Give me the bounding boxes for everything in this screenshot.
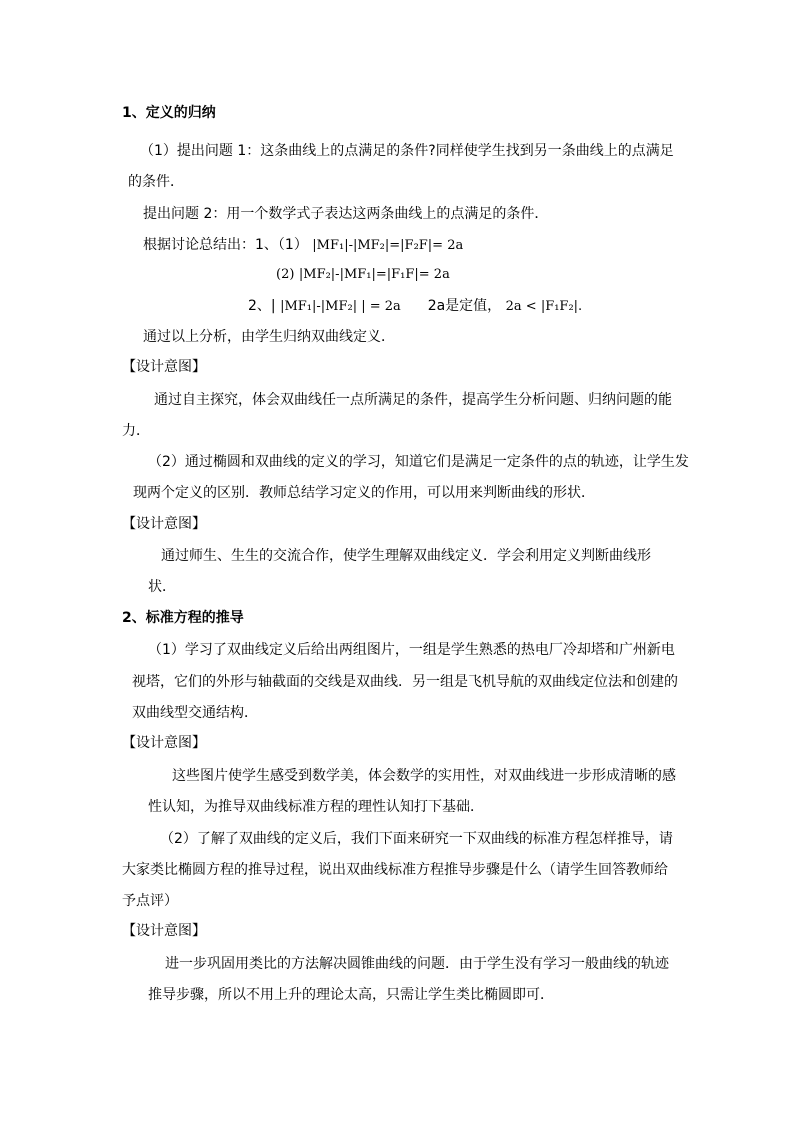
paragraph-10-line-2: 大家类比椭圆方程的推导过程，说出双曲线标准方程推导步骤是什么（请学生回答教师给: [122, 862, 668, 878]
design-intent-label-3: 【设计意图】: [122, 735, 206, 751]
equation-3-prefix: 2、|: [248, 298, 276, 314]
equation-3: |MF₁|-|MF₂| | = 2a: [280, 299, 401, 314]
paragraph-1-line-1: （1）提出问题 1：这条曲线上的点满足的条件?同样使学生找到另一条曲线上的点满足: [140, 143, 674, 159]
summary-line-3: [248, 297, 582, 316]
paragraph-7-line-2: 状．: [148, 579, 176, 595]
paragraph-8-line-3: 双曲线型交通结构．: [132, 705, 258, 721]
design-intent-label-1: 【设计意图】: [122, 359, 206, 375]
paragraph-10-line-1: （2）了解了双曲线的定义后，我们下面来研究一下双曲线的标准方程怎样推导，请: [160, 831, 673, 847]
paragraph-2: 提出问题 2：用一个数学式子表达这两条曲线上的点满足的条件．: [143, 206, 549, 222]
design-intent-label-2: 【设计意图】: [122, 516, 206, 532]
paragraph-11-line-1: 进一步巩固用类比的方法解决圆锥曲线的问题．由于学生没有学习一般曲线的轨迹: [165, 956, 669, 972]
section-heading-2: 2、标准方程的推导: [122, 610, 244, 626]
paragraph-8-line-2: 视塔，它们的外形与轴截面的交线是双曲线．另一组是飞机导航的双曲线定位法和创建的: [132, 674, 678, 690]
equation-3-condition-1: 2a是定值，: [427, 298, 502, 314]
section-heading-1: 1、定义的归纳: [122, 105, 216, 121]
paragraph-6-line-1: （2）通过椭圆和双曲线的定义的学习，知道它们是满足一定条件的点的轨迹，让学生发: [148, 454, 689, 470]
paragraph-1-line-2: 的条件．: [128, 174, 184, 190]
paragraph-6-line-2: 现两个定义的区别．教师总结学习定义的作用，可以用来判断曲线的形状．: [133, 485, 595, 501]
paragraph-10-line-3: 予点评）: [122, 893, 178, 909]
equation-1: |MF₁|-|MF₂|=|F₂F|= 2a: [312, 238, 464, 253]
paragraph-5-line-2: 力．: [122, 423, 150, 439]
summary-line-1: [143, 236, 463, 255]
summary-prefix: 根据讨论总结出：1、（1）: [143, 237, 308, 253]
summary-line-2: [276, 265, 450, 284]
equation-2: |MF₂|-|MF₁|=|F₁F|= 2a: [298, 267, 450, 282]
equation-2-label: (2): [276, 267, 295, 282]
design-intent-label-4: 【设计意图】: [122, 923, 206, 939]
paragraph-9-line-2: 性认知，为推导双曲线标准方程的理性认知打下基础．: [148, 799, 484, 815]
equation-3-condition-2: 2a < |F₁F₂|.: [505, 299, 583, 314]
paragraph-8-line-1: （1）学习了双曲线定义后给出两组图片，一组是学生熟悉的热电厂冷却塔和广州新电: [148, 642, 675, 658]
paragraph-5-line-1: 通过自主探究，体会双曲线任一点所满足的条件，提高学生分析问题、归纳问题的能: [154, 392, 672, 408]
paragraph-9-line-1: 这些图片使学生感受到数学美，体会数学的实用性，对双曲线进一步形成清晰的感: [172, 768, 676, 784]
paragraph-4: 通过以上分析，由学生归纳双曲线定义．: [143, 329, 395, 345]
paragraph-7-line-1: 通过师生、生生的交流合作，使学生理解双曲线定义．学会利用定义判断曲线形: [161, 548, 651, 564]
paragraph-11-line-2: 推导步骤，所以不用上升的理论太高，只需让学生类比椭圆即可．: [148, 987, 554, 1003]
